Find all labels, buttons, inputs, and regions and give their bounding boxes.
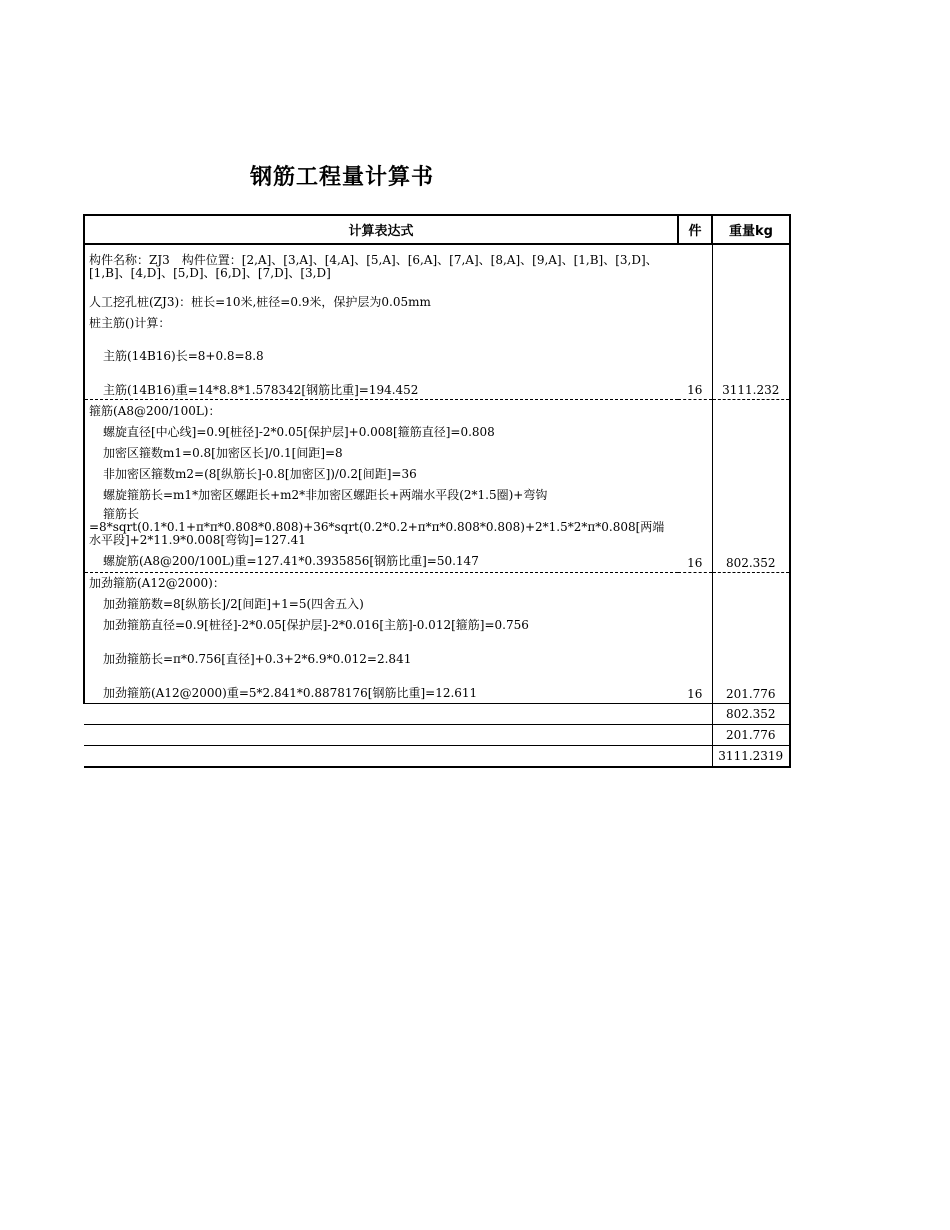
spiral-count: 16: [687, 556, 703, 570]
stirrup-head: 箍筋(A8@200/100L)：: [89, 404, 221, 418]
dense-count: 加密区箍数m1=0.8[加密区长]/0.1[间距]=8: [103, 446, 343, 460]
calc-sheet: [83, 214, 789, 768]
header-row: [84, 215, 790, 244]
spiral-diameter: 螺旋直径[中心线]=0.9[桩径]-2*0.05[保护层]+0.008[箍筋直径]=0.808: [103, 425, 495, 439]
total-value-1: 802.352: [712, 704, 790, 725]
header-count: 件: [678, 215, 712, 244]
component-info: 构件名称：ZJ3 构件位置：[2,A]、[3,A]、[4,A]、[5,A]、[6,A]、[7,A]、[8,A]、[9,A]、[1,B]、[3,D]、[1,B]、[4,D]、[5,D]、[6,D]、[7,D]、[3,D]: [89, 253, 658, 280]
pile-description: 人工挖孔桩(ZJ3)：桩长=10米,桩径=0.9米，保护层为0.05mm: [89, 295, 431, 309]
sparse-count: 非加密区箍数m2=(8[纵筋长]-0.8[加密区])/0.2[间距]=36: [103, 467, 417, 481]
total-value-2: 201.776: [712, 725, 790, 746]
stiffener-weight: 加劲箍筋(A12@2000)重=5*2.841*0.8878176[钢筋比重]=12.611: [103, 686, 478, 700]
section-main-rebar: [84, 244, 790, 400]
main-count: 16: [687, 383, 703, 397]
main-length: 主筋(14B16)长=8+0.8=8.8: [103, 349, 264, 363]
header-expression: 计算表达式: [84, 215, 678, 244]
main-weight-value: 3111.232: [722, 383, 780, 397]
total-value-3: 3111.2319: [712, 746, 790, 768]
section-spiral-stirrup: [84, 400, 790, 573]
stirrup-length-label: 箍筋长: [103, 507, 140, 521]
section-stiffening-stirrup: [84, 573, 790, 704]
stiffener-count: 16: [687, 687, 703, 701]
stiffener-length: 加劲箍筋长=π*0.756[直径]+0.3+2*6.9*0.012=2.841: [103, 652, 412, 666]
spiral-weight-value: 802.352: [725, 556, 776, 570]
stiffener-diameter: 加劲箍筋直径=0.9[桩径]-2*0.05[保护层]-2*0.016[主筋]-0.012[箍筋]=0.756: [103, 618, 529, 632]
spiral-formula: 螺旋箍筋长=m1*加密区螺距长+m2*非加密区螺距长+两端水平段(2*1.5圈)+弯钩: [103, 488, 548, 502]
main-weight: 主筋(14B16)重=14*8.8*1.578342[钢筋比重]=194.452: [103, 383, 419, 397]
spiral-weight: 螺旋筋(A8@200/100L)重=127.41*0.3935856[钢筋比重]=50.147: [103, 554, 479, 568]
header-weight: 重量kg: [712, 215, 790, 244]
document-title: 钢筋工程量计算书: [250, 165, 435, 190]
total-row-3: [84, 746, 790, 768]
stiffener-count-calc: 加劲箍筋数=8[纵筋长]/2[间距]+1=5(四舍五入): [103, 597, 364, 611]
stirrup-length-formula: =8*sqrt(0.1*0.1+π*π*0.808*0.808)+36*sqrt(0.2*0.2+π*π*0.808*0.808)+2*1.5*2*π*0.808[两端水平段]+2*11.9*0.008[弯钩]=127.41: [89, 520, 665, 547]
stiffener-weight-value: 201.776: [725, 687, 776, 701]
calc-table: [83, 214, 791, 768]
total-row-1: [84, 704, 790, 725]
stiffener-head: 加劲箍筋(A12@2000)：: [89, 576, 225, 590]
total-row-2: [84, 725, 790, 746]
main-calc-label: 桩主筋()计算：: [89, 316, 171, 330]
